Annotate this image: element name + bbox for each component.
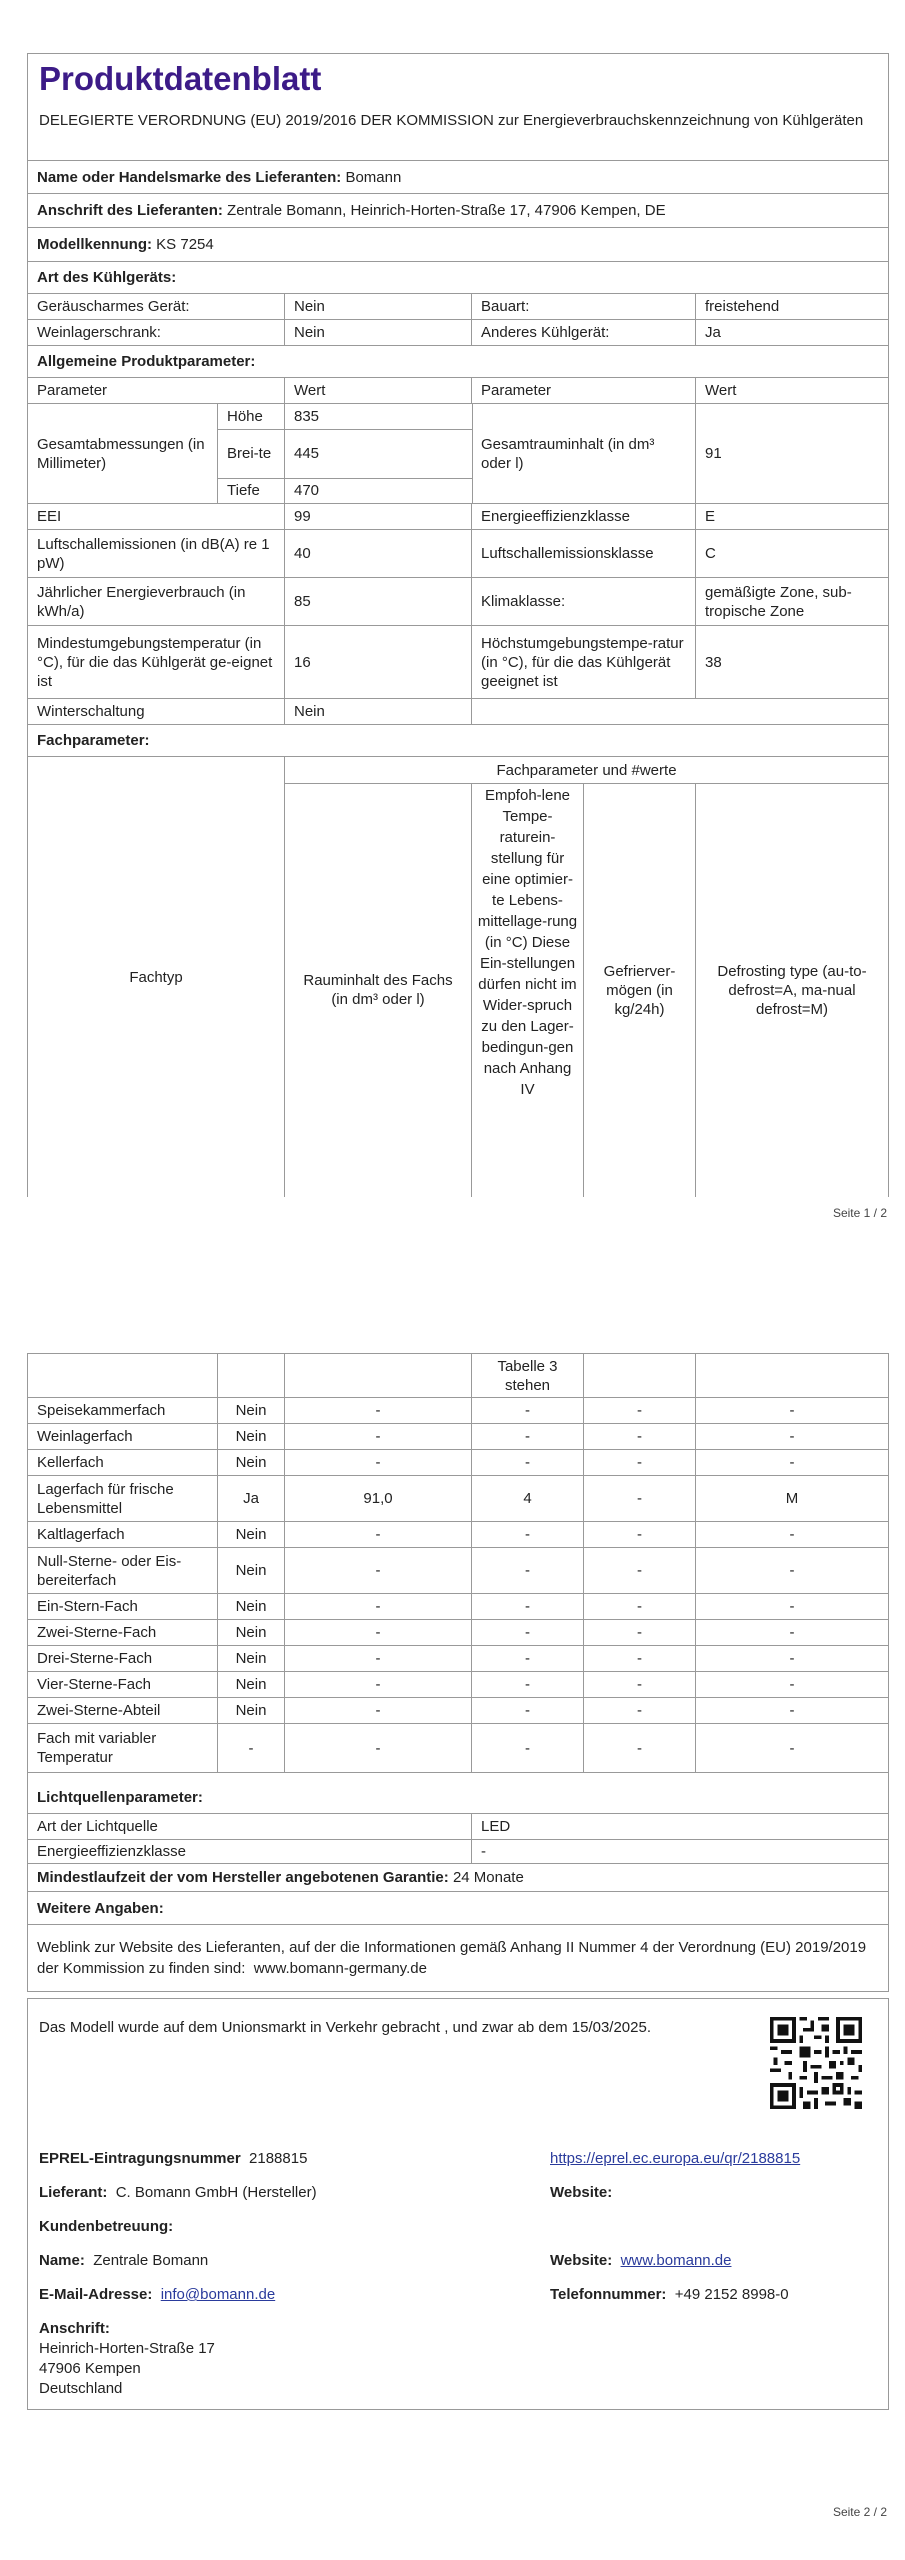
address-line-3: Deutschland	[39, 2380, 123, 2397]
compartment-volume: -	[285, 1548, 472, 1593]
min-temp-value: 16	[285, 626, 472, 698]
winter-label: Winterschaltung	[28, 699, 285, 724]
height-label: Höhe	[218, 404, 285, 429]
eclass-label: Energieeffizienzklasse	[472, 504, 696, 529]
compartment-freeze: -	[584, 1620, 696, 1645]
light-class-value: -	[481, 1843, 486, 1860]
depth-label: Tiefe	[218, 478, 285, 503]
compartment-present: Nein	[218, 1594, 285, 1619]
temperature-row	[28, 626, 888, 699]
table-row	[28, 1450, 888, 1476]
website-label: Website:	[550, 2184, 613, 2201]
eei-label: EEI	[28, 504, 285, 529]
compartment-type: Kellerfach	[28, 1450, 218, 1475]
compartment-volume: 91,0	[285, 1476, 472, 1521]
supplier-name-row	[28, 161, 888, 194]
compartment-freeze: -	[584, 1724, 696, 1772]
compartment-freeze: -	[584, 1594, 696, 1619]
compartment-temp: -	[472, 1724, 584, 1772]
weblink-text: Weblink zur Website des Lieferanten, auf der die Informationen gemäß Anhang II Nummer 4 der Verordnung (EU) 2019/2019 der Kommission zu finden sind:	[37, 1939, 867, 1977]
compartment-type: Weinlagerfach	[28, 1424, 218, 1449]
compartment-present: Nein	[218, 1424, 285, 1449]
light-type-row	[28, 1814, 888, 1840]
table-row	[28, 1672, 888, 1698]
name-label: Name:	[39, 2252, 85, 2269]
page-number-1: Seite 1 / 2	[832, 1206, 887, 1220]
eei-row	[28, 504, 888, 530]
max-temp-label: Höchstumgebungstempe-ratur (in °C), für die das Kühlgerät geeignet ist	[472, 626, 696, 698]
compartment-defrost: -	[789, 1739, 795, 1757]
header-row	[28, 54, 888, 161]
compartment-temp: -	[472, 1548, 584, 1593]
energy-label: Jährlicher Energieverbrauch (in kWh/a)	[28, 578, 285, 625]
other-value: Ja	[705, 324, 721, 341]
weblink-value[interactable]: www.bomann-germany.de	[253, 1960, 427, 1977]
page-title: Produktdatenblatt	[39, 60, 322, 97]
comp-group-header: Fachparameter und #werte	[496, 761, 677, 779]
design-value: freistehend	[705, 298, 780, 315]
compartment-volume: -	[285, 1620, 472, 1645]
model-label: Modellkennung:	[37, 236, 152, 253]
table-row	[28, 1724, 888, 1773]
eclass-value: E	[705, 508, 716, 525]
col-value-2: Wert	[705, 382, 737, 399]
website2-link[interactable]: www.bomann.de	[620, 2252, 732, 2269]
qr-code-icon[interactable]	[770, 2017, 862, 2109]
address-line-2: 47906 Kempen	[39, 2360, 141, 2377]
compartment-freeze: -	[584, 1672, 696, 1697]
compartment-volume: -	[285, 1450, 472, 1475]
compartment-volume: -	[285, 1424, 472, 1449]
compartment-temp: 4	[472, 1476, 584, 1521]
energy-value: 85	[285, 578, 472, 625]
supplier-address-row	[28, 194, 888, 228]
table-row	[28, 1424, 888, 1450]
compartment-freeze: -	[584, 1646, 696, 1671]
compartment-type: Lagerfach für frische Lebensmittel	[28, 1476, 218, 1521]
compartment-defrost: -	[789, 1454, 795, 1471]
compartment-present: Nein	[218, 1522, 285, 1547]
compartment-present: Nein	[218, 1698, 285, 1723]
compartment-defrost: -	[789, 1428, 795, 1445]
light-class-row	[28, 1840, 888, 1864]
compartment-present: Nein	[218, 1548, 285, 1593]
regulation-subtitle: DELEGIERTE VERORDNUNG (EU) 2019/2016 DER KOMMISSION zur Energieverbrauchskennzeichnung von Kühlgeräten	[39, 112, 864, 129]
compartment-freeze: -	[584, 1424, 696, 1449]
wine-value: Nein	[285, 320, 472, 345]
name-value: Zentrale Bomann	[93, 2252, 209, 2269]
light-type-label: Art der Lichtquelle	[28, 1814, 472, 1839]
compartment-freeze: -	[584, 1698, 696, 1723]
compartment-freeze: -	[584, 1398, 696, 1423]
compartment-heading: Fachparameter:	[37, 732, 150, 749]
model-row	[28, 228, 888, 262]
low-noise-value: Nein	[285, 294, 472, 319]
comp-volume-header: Rauminhalt des Fachs (in dm³ oder l)	[285, 783, 472, 1197]
comp-type-header: Fachtyp	[28, 757, 285, 1197]
noise-label: Luftschallemissionen (in dB(A) re 1 pW)	[28, 530, 285, 577]
compartment-temp: -	[472, 1620, 584, 1645]
supplier-label: Lieferant:	[39, 2184, 108, 2201]
table-row	[28, 1698, 888, 1724]
warranty-label: Mindestlaufzeit der vom Hersteller angebotenen Garantie:	[37, 1869, 449, 1886]
page-2	[0, 1330, 905, 2560]
design-label: Bauart:	[472, 294, 696, 319]
compartment-present: Nein	[218, 1672, 285, 1697]
col-param: Parameter	[28, 378, 285, 403]
light-heading: Lichtquellenparameter:	[37, 1788, 203, 1806]
compartment-temp: -	[472, 1698, 584, 1723]
compartment-defrost: -	[789, 1702, 795, 1719]
compartment-temp: -	[472, 1522, 584, 1547]
compartment-volume: -	[285, 1398, 472, 1423]
email-label: E-Mail-Adresse:	[39, 2286, 153, 2303]
table-row	[28, 1398, 888, 1424]
min-temp-label: Mindestumgebungstemperatur (in °C), für die das Kühlgerät ge-eignet ist	[28, 626, 285, 698]
compartment-volume: -	[285, 1522, 472, 1547]
climate-value: gemäßigte Zone, sub-tropische Zone	[705, 583, 852, 620]
email-link[interactable]: info@bomann.de	[160, 2286, 276, 2303]
page-number-2: Seite 2 / 2	[832, 2505, 887, 2519]
compartment-temp: -	[472, 1646, 584, 1671]
light-type-value: LED	[481, 1818, 511, 1835]
compartment-defrost: -	[789, 1676, 795, 1693]
noise-class-label: Luftschallemissionsklasse	[472, 530, 696, 577]
dimensions-label: Gesamtabmessungen (in Millimeter)	[28, 404, 218, 503]
width-value: 445	[294, 445, 320, 462]
compartment-temp: -	[472, 1672, 584, 1697]
supplier-name-value: Bomann	[345, 168, 402, 186]
compartment-defrost: -	[789, 1402, 795, 1419]
model-value: KS 7254	[156, 236, 214, 253]
address-label: Anschrift:	[39, 2320, 110, 2337]
general-header-row	[28, 378, 888, 404]
compartment-present: Ja	[218, 1476, 285, 1521]
datasheet-page-2	[27, 1353, 889, 1992]
type-heading: Art des Kühlgeräts:	[37, 269, 177, 286]
phone-value: +49 2152 8998-0	[674, 2286, 789, 2303]
compartment-defrost: -	[789, 1650, 795, 1667]
eei-value: 99	[285, 504, 472, 529]
compartment-type: Zwei-Sterne-Abteil	[28, 1698, 218, 1723]
light-class-label: Energieeffizienzklasse	[28, 1840, 472, 1863]
table-row	[28, 1522, 888, 1548]
weblink-row	[28, 1925, 888, 1992]
col-param-2: Parameter	[472, 378, 696, 403]
col-value: Wert	[285, 378, 472, 403]
winter-row	[28, 699, 888, 725]
compartment-defrost: -	[789, 1598, 795, 1615]
compartment-freeze: -	[584, 1548, 696, 1593]
comp-freeze-header: Gefrierver-mögen (in kg/24h)	[584, 783, 696, 1197]
compartment-defrost: -	[789, 1526, 795, 1543]
continued-header-row	[28, 1354, 888, 1398]
compartment-type: Fach mit variabler Temperatur	[28, 1724, 218, 1772]
compartment-heading-row	[28, 725, 888, 757]
compartment-type: Drei-Sterne-Fach	[28, 1646, 218, 1671]
compartment-volume: -	[285, 1594, 472, 1619]
compartment-present: Nein	[218, 1450, 285, 1475]
phone-label: Telefonnummer:	[550, 2286, 667, 2303]
eprel-info-box	[27, 1998, 889, 2410]
compartment-type: Ein-Stern-Fach	[28, 1594, 218, 1619]
customer-heading: Kundenbetreuung:	[39, 2218, 174, 2235]
compartment-type: Zwei-Sterne-Fach	[28, 1620, 218, 1645]
noise-row	[28, 530, 888, 578]
compartment-volume: -	[285, 1672, 472, 1697]
website2-label: Website:	[550, 2252, 613, 2269]
type-heading-row	[28, 262, 888, 294]
eprel-link[interactable]: https://eprel.ec.europa.eu/qr/2188815	[550, 2150, 801, 2167]
energy-row	[28, 578, 888, 626]
supplier-name-label: Name oder Handelsmarke des Lieferanten:	[37, 168, 342, 186]
datasheet-page-1	[27, 53, 889, 1197]
compartment-present: Nein	[218, 1646, 285, 1671]
light-heading-row	[28, 1781, 888, 1814]
general-heading-row	[28, 346, 888, 378]
low-noise-label: Geräuscharmes Gerät:	[28, 294, 285, 319]
compartment-temp: -	[472, 1398, 584, 1423]
table-row	[28, 1646, 888, 1672]
eprel-value: 2188815	[249, 2150, 308, 2167]
wine-label: Weinlagerschrank:	[28, 320, 285, 345]
table-row	[28, 1594, 888, 1620]
continued-header: Tabelle 3 stehen	[472, 1354, 584, 1397]
table-row	[28, 1620, 888, 1646]
supplier-address-value: Zentrale Bomann, Heinrich-Horten-Straße 17, 47906 Kempen, DE	[227, 202, 666, 219]
compartment-temp: -	[472, 1594, 584, 1619]
market-text: Das Modell wurde auf dem Unionsmarkt in Verkehr gebracht , und zwar ab dem 15/03/2025.	[39, 2019, 651, 2036]
compartment-volume: -	[285, 1698, 472, 1723]
table-row	[28, 1476, 888, 1522]
address-line-1: Heinrich-Horten-Straße 17	[39, 2340, 215, 2357]
compartment-type: Vier-Sterne-Fach	[28, 1672, 218, 1697]
width-label: Brei-te	[218, 429, 285, 478]
warranty-row	[28, 1864, 888, 1892]
compartment-defrost: -	[789, 1624, 795, 1641]
compartment-temp: -	[472, 1424, 584, 1449]
table-row	[28, 1548, 888, 1594]
compartment-defrost: -	[789, 1562, 795, 1579]
eprel-label: EPREL-Eintragungsnummer	[39, 2150, 241, 2167]
compartment-freeze: -	[584, 1450, 696, 1475]
compartment-defrost: M	[785, 1490, 799, 1507]
compartment-volume: -	[285, 1646, 472, 1671]
compartment-freeze: -	[584, 1522, 696, 1547]
page-1	[0, 0, 905, 1230]
compartment-present: -	[218, 1724, 285, 1772]
compartment-type: Speisekammerfach	[28, 1398, 218, 1423]
supplier-address-label: Anschrift des Lieferanten:	[37, 202, 223, 219]
depth-value: 470	[294, 482, 320, 499]
noise-class-value: C	[705, 545, 716, 562]
height-value: 835	[294, 408, 320, 425]
compartment-volume: -	[285, 1724, 472, 1772]
wine-row	[28, 320, 888, 346]
supplier-value: C. Bomann GmbH (Hersteller)	[115, 2184, 317, 2201]
further-heading: Weitere Angaben:	[37, 1899, 164, 1917]
comp-defrost-header: Defrosting type (au-to-defrost=A, ma-nual defrost=M)	[717, 962, 867, 1018]
dimensions-row	[28, 404, 888, 504]
compartment-present: Nein	[218, 1620, 285, 1645]
noise-value: 40	[285, 530, 472, 577]
general-heading: Allgemeine Produktparameter:	[37, 353, 256, 370]
compartment-freeze: -	[584, 1476, 696, 1521]
warranty-value: 24 Monate	[452, 1869, 524, 1886]
compartment-header	[28, 757, 888, 1197]
max-temp-value: 38	[705, 653, 722, 671]
further-heading-row	[28, 1892, 888, 1925]
volume-label: Gesamtrauminhalt (in dm³ oder l)	[472, 404, 696, 503]
climate-label: Klimaklasse:	[472, 578, 696, 625]
compartment-present: Nein	[218, 1398, 285, 1423]
compartment-type: Null-Sterne- oder Eis-bereiterfach	[28, 1548, 218, 1593]
low-noise-row	[28, 294, 888, 320]
compartment-type: Kaltlagerfach	[28, 1522, 218, 1547]
other-label: Anderes Kühlgerät:	[472, 320, 696, 345]
comp-temp-header: Empfoh-lene Tempe-raturein-stellung für eine optimier-te Lebens-mittellage-rung (in °C) Diese Ein-stellungen dürfen nicht im Wider-spruch zu den Lager-bedingun-gen nach Anhang IV	[477, 787, 578, 1098]
volume-value: 91	[705, 445, 722, 462]
compartment-temp: -	[472, 1450, 584, 1475]
winter-value: Nein	[285, 699, 472, 724]
